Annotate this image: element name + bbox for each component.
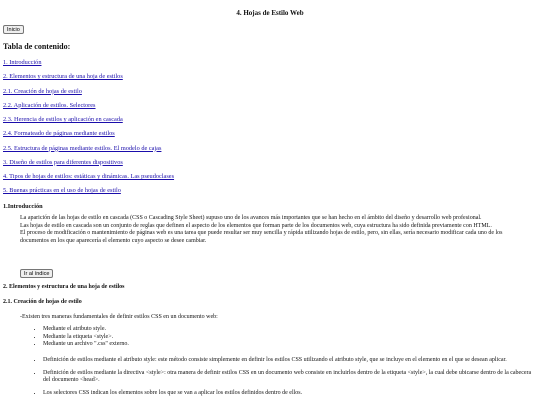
- toc-link-tipos[interactable]: 4. Tipos de hojas de estilos: estáticas y dinámicas. Las pseudoclases: [3, 173, 175, 180]
- intro-heading: 1.Introducción: [3, 203, 43, 210]
- toc-link-aplicacion[interactable]: 2.2. Aplicación de estilos. Selectores: [3, 101, 96, 109]
- toc-item: [3, 59, 174, 73]
- table-of-contents: [3, 59, 174, 202]
- section21-heading: 2.1. Creación de hojas de estilo: [3, 299, 82, 305]
- section21-intro: -Existen tres maneras fundamentales de definir estilos CSS en un documento web:: [20, 314, 218, 320]
- intro-paragraph: Las hojas de estilo en cascada son un conjunto de reglas que definen el aspecto de los elementos que forman parte de los documentos web, cuya estructura ha sido definida previamente con HTML.: [20, 222, 492, 229]
- section2-heading: 2. Elementos y estructura de una hoja de estilos: [3, 284, 125, 290]
- toc-link-buenas-practicas[interactable]: 5. Buenas prácticas en el uso de hojas de estilo: [3, 187, 121, 195]
- inicio-button[interactable]: Inicio: [3, 25, 24, 34]
- toc-item: [3, 116, 174, 130]
- intro-paragraph: La aparición de las hojas de estilo en cascada (CSS o Cascading Style Sheet) supuso uno de los avances más importantes que se han hecho en el ámbito del diseño y desarrollo web profesional.: [20, 215, 482, 221]
- list-item: • Los selectores CSS indican los elementos sobre los que se van a aplicar los estilos definidos dentro de ellos.: [43, 390, 533, 398]
- back-to-index-button[interactable]: Ir al índice: [20, 269, 53, 278]
- toc-link-creacion[interactable]: 2.1. Creación de hojas de estilo: [3, 87, 82, 95]
- list-item: • Definición de estilos mediante la directiva <style>: otra manera de definir estilos CSS en un documento web consiste en incluirlos dentro de la etiqueta <style>, la cual debe ubicarse dentro de la cabecera del documento <head>.: [43, 370, 533, 385]
- page-title: 4. Hojas de Estilo Web: [236, 9, 304, 17]
- toc-link-diseno[interactable]: 3. Diseño de estilos para diferentes dispositivos: [3, 158, 123, 166]
- toc-item: [3, 73, 174, 87]
- list-item: • Mediante un archivo ".css" externo.: [43, 341, 129, 349]
- toc-link-estructura[interactable]: 2.5. Estructura de páginas mediante estilos. El modelo de cajas: [3, 144, 162, 152]
- list-item: • Definición de estilos mediante el atributo style: este método consiste simplemente en definir los estilos CSS utilizando el atributo style, que se incluye en el elemento en el que se desean aplicar.: [43, 357, 533, 365]
- toc-item: [3, 145, 174, 159]
- toc-item: [3, 159, 174, 173]
- toc-item: [3, 102, 174, 116]
- toc-item: [3, 88, 174, 102]
- toc-link-formateado[interactable]: 2.4. Formateado de páginas mediante estilos: [3, 130, 115, 138]
- toc-item: [3, 187, 174, 201]
- intro-paragraph: El proceso de modificación o mantenimiento de páginas web es una tarea que puede resultar ser muy sencilla y rápida utilizando hojas de estilo, pero, sin ellas, sería necesario modificar cada uno de los documentos en los que aparecería el elemento cuyo aspecto se desee cambiar.: [20, 230, 503, 244]
- toc-item: [3, 173, 174, 187]
- intro-body: [20, 215, 525, 245]
- ways-list: [36, 326, 129, 349]
- toc-link-herencia[interactable]: 2.3. Herencia de estilos y aplicación en cascada: [3, 116, 123, 123]
- details-list: [36, 357, 533, 402]
- toc-link-introduccion[interactable]: 1. Introducción: [3, 59, 42, 66]
- toc-link-elementos[interactable]: 2. Elementos y estructura de una hoja de estilos: [3, 73, 123, 81]
- toc-title: Tabla de contenido:: [3, 42, 71, 51]
- list-item: • Mediante la etiqueta <style>.: [43, 334, 129, 342]
- toc-item: [3, 130, 174, 144]
- list-item: • Mediante el atributo style.: [43, 326, 129, 334]
